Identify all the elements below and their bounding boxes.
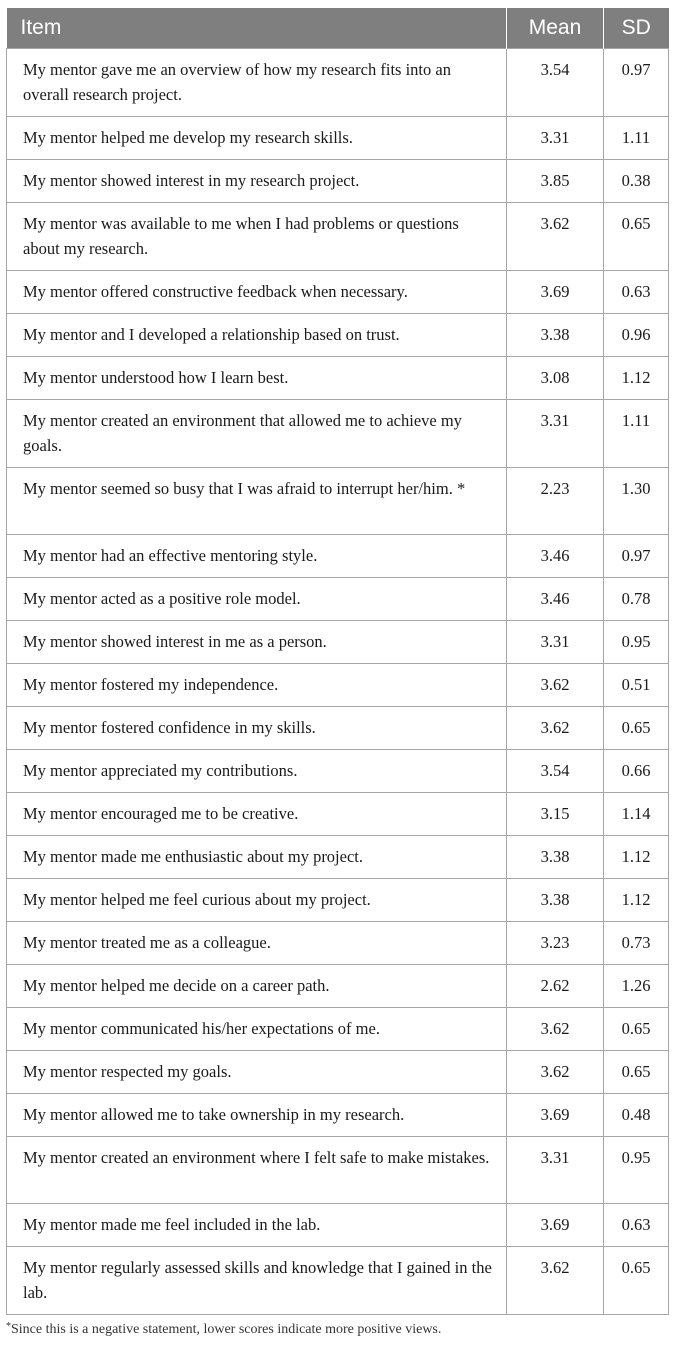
cell-item: My mentor offered constructive feedback when necessary. xyxy=(7,271,507,314)
cell-mean: 3.62 xyxy=(507,1008,604,1051)
cell-sd: 0.96 xyxy=(604,314,669,357)
cell-item: My mentor allowed me to take ownership in my research. xyxy=(7,1094,507,1137)
cell-mean: 3.62 xyxy=(507,707,604,750)
cell-sd: 1.14 xyxy=(604,793,669,836)
cell-sd: 1.11 xyxy=(604,117,669,160)
table-row xyxy=(7,621,669,664)
footnote-text: Since this is a negative statement, lower scores indicate more positive views. xyxy=(11,1322,442,1337)
cell-sd: 1.26 xyxy=(604,965,669,1008)
table-row xyxy=(7,1094,669,1137)
header-row xyxy=(7,8,669,49)
cell-item: My mentor was available to me when I had problems or questions about my research. xyxy=(7,203,507,271)
cell-item: My mentor helped me decide on a career path. xyxy=(7,965,507,1008)
cell-sd: 0.65 xyxy=(604,1247,669,1315)
cell-item: My mentor respected my goals. xyxy=(7,1051,507,1094)
cell-sd: 0.78 xyxy=(604,578,669,621)
cell-item: My mentor appreciated my contributions. xyxy=(7,750,507,793)
cell-item: My mentor made me enthusiastic about my project. xyxy=(7,836,507,879)
table-body xyxy=(7,49,669,1315)
table-row xyxy=(7,1051,669,1094)
column-header-item: Item xyxy=(7,8,507,49)
table-row xyxy=(7,750,669,793)
cell-sd: 0.48 xyxy=(604,1094,669,1137)
cell-item: My mentor fostered confidence in my skills. xyxy=(7,707,507,750)
cell-mean: 3.62 xyxy=(507,664,604,707)
cell-mean: 3.62 xyxy=(507,1247,604,1315)
mentor-survey-table xyxy=(6,8,669,1315)
column-header-mean: Mean xyxy=(507,8,604,49)
table-row xyxy=(7,836,669,879)
cell-mean: 3.54 xyxy=(507,49,604,117)
cell-item: My mentor helped me feel curious about my project. xyxy=(7,879,507,922)
cell-mean: 3.46 xyxy=(507,535,604,578)
table-row xyxy=(7,271,669,314)
table-row xyxy=(7,49,669,117)
cell-item: My mentor gave me an overview of how my research fits into an overall research project. xyxy=(7,49,507,117)
cell-mean: 3.46 xyxy=(507,578,604,621)
table-row xyxy=(7,578,669,621)
cell-item: My mentor acted as a positive role model. xyxy=(7,578,507,621)
cell-mean: 3.38 xyxy=(507,879,604,922)
table-row xyxy=(7,965,669,1008)
table-header xyxy=(7,8,669,49)
cell-sd: 0.65 xyxy=(604,707,669,750)
cell-mean: 3.08 xyxy=(507,357,604,400)
cell-sd: 0.51 xyxy=(604,664,669,707)
table-row xyxy=(7,400,669,468)
table-row xyxy=(7,922,669,965)
table-row xyxy=(7,1247,669,1315)
cell-item: My mentor encouraged me to be creative. xyxy=(7,793,507,836)
cell-mean: 3.31 xyxy=(507,1137,604,1204)
cell-sd: 1.12 xyxy=(604,879,669,922)
cell-item: My mentor created an environment that allowed me to achieve my goals. xyxy=(7,400,507,468)
cell-item: My mentor communicated his/her expectations of me. xyxy=(7,1008,507,1051)
cell-mean: 3.69 xyxy=(507,271,604,314)
cell-mean: 3.31 xyxy=(507,400,604,468)
cell-item: My mentor showed interest in my research project. xyxy=(7,160,507,203)
cell-mean: 3.62 xyxy=(507,1051,604,1094)
cell-item: My mentor had an effective mentoring style. xyxy=(7,535,507,578)
cell-sd: 0.65 xyxy=(604,1051,669,1094)
cell-mean: 3.69 xyxy=(507,1204,604,1247)
cell-sd: 0.66 xyxy=(604,750,669,793)
table-footnote xyxy=(6,1322,441,1338)
cell-item: My mentor fostered my independence. xyxy=(7,664,507,707)
table-row xyxy=(7,1008,669,1051)
cell-mean: 3.62 xyxy=(507,203,604,271)
table-row xyxy=(7,468,669,535)
table-row xyxy=(7,1204,669,1247)
cell-sd: 1.11 xyxy=(604,400,669,468)
cell-item: My mentor seemed so busy that I was afraid to interrupt her/him. * xyxy=(7,468,507,535)
cell-sd: 0.97 xyxy=(604,535,669,578)
column-header-sd: SD xyxy=(604,8,669,49)
table-row xyxy=(7,535,669,578)
cell-item: My mentor helped me develop my research skills. xyxy=(7,117,507,160)
cell-sd: 0.38 xyxy=(604,160,669,203)
table-row xyxy=(7,793,669,836)
cell-mean: 3.69 xyxy=(507,1094,604,1137)
table-row xyxy=(7,664,669,707)
cell-sd: 1.12 xyxy=(604,357,669,400)
cell-sd: 0.65 xyxy=(604,203,669,271)
cell-mean: 3.54 xyxy=(507,750,604,793)
table-row xyxy=(7,117,669,160)
cell-sd: 1.30 xyxy=(604,468,669,535)
cell-sd: 0.65 xyxy=(604,1008,669,1051)
cell-item: My mentor and I developed a relationship based on trust. xyxy=(7,314,507,357)
cell-sd: 0.95 xyxy=(604,621,669,664)
cell-sd: 0.95 xyxy=(604,1137,669,1204)
cell-sd: 0.63 xyxy=(604,1204,669,1247)
cell-item: My mentor created an environment where I felt safe to make mistakes. xyxy=(7,1137,507,1204)
cell-item: My mentor made me feel included in the lab. xyxy=(7,1204,507,1247)
cell-mean: 3.23 xyxy=(507,922,604,965)
cell-mean: 3.85 xyxy=(507,160,604,203)
cell-sd: 0.63 xyxy=(604,271,669,314)
cell-mean: 3.38 xyxy=(507,314,604,357)
cell-mean: 3.38 xyxy=(507,836,604,879)
footnote-marker: * xyxy=(6,1321,11,1332)
cell-mean: 2.62 xyxy=(507,965,604,1008)
cell-mean: 3.15 xyxy=(507,793,604,836)
cell-sd: 1.12 xyxy=(604,836,669,879)
table-row xyxy=(7,879,669,922)
cell-item: My mentor showed interest in me as a person. xyxy=(7,621,507,664)
cell-mean: 3.31 xyxy=(507,117,604,160)
cell-sd: 0.73 xyxy=(604,922,669,965)
cell-mean: 3.31 xyxy=(507,621,604,664)
table-row xyxy=(7,203,669,271)
table-row xyxy=(7,314,669,357)
cell-mean: 2.23 xyxy=(507,468,604,535)
cell-sd: 0.97 xyxy=(604,49,669,117)
cell-item: My mentor treated me as a colleague. xyxy=(7,922,507,965)
cell-item: My mentor regularly assessed skills and knowledge that I gained in the lab. xyxy=(7,1247,507,1315)
table-row xyxy=(7,1137,669,1204)
table-row xyxy=(7,707,669,750)
cell-item: My mentor understood how I learn best. xyxy=(7,357,507,400)
table-row xyxy=(7,160,669,203)
table-row xyxy=(7,357,669,400)
